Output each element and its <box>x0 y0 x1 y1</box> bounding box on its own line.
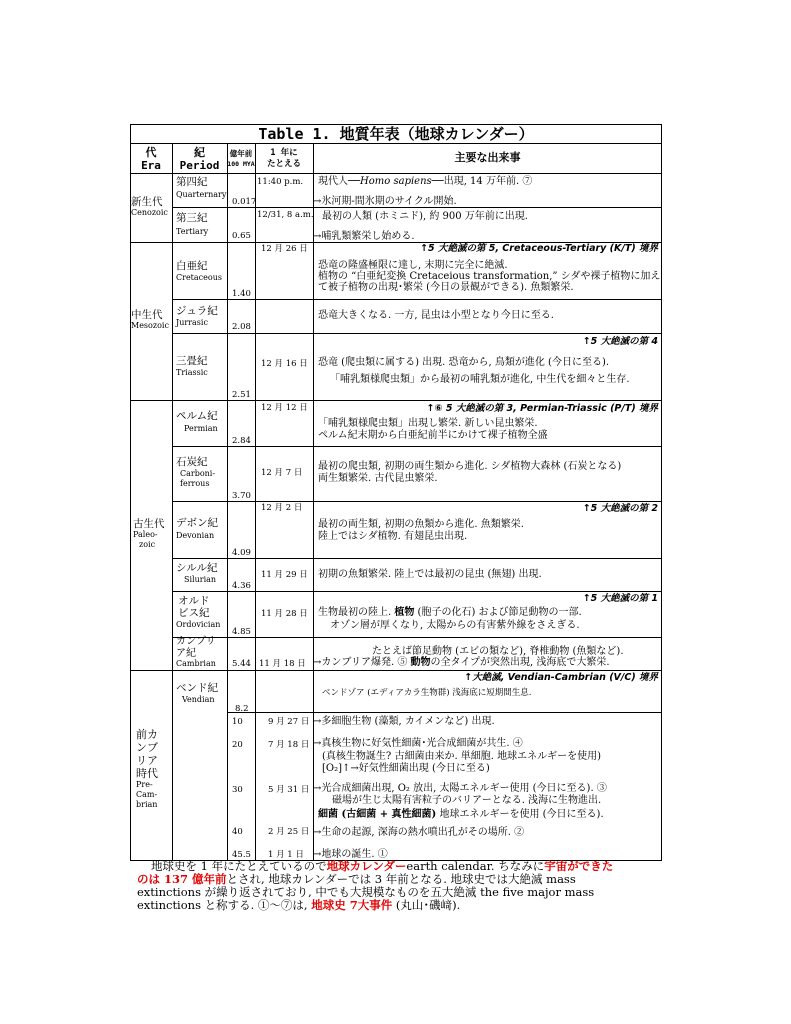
date-cambrian: 11 月 18 日 <box>259 659 306 669</box>
period-devonian: デボン紀 <box>176 517 218 529</box>
mya-vendian: 8.2 <box>235 704 249 714</box>
date-ordovician: 11 月 28 日 <box>261 609 308 619</box>
period-tertiary-en: Tertiary <box>176 227 209 236</box>
rule <box>130 400 662 401</box>
rule <box>130 143 662 144</box>
event-text: 「哺乳類様爬虫類」から最初の哺乳類が進化, 中生代を細々と生存. <box>330 374 630 385</box>
event-text: 最初の爬虫類, 初期の両生類から進化. シダ植物大森林 (石炭となる) <box>318 461 622 472</box>
mya-precambrian: 40 <box>232 827 243 837</box>
extinction-boundary: ↑5 大絶滅の第 5, Cretaceous-Tertiary (K/T) 境界 <box>420 243 658 254</box>
event-text: 細菌 (古細菌 + 真性細菌) 地球エネルギーを使用 (今日に至る). <box>318 809 604 820</box>
event-text: [O₂]↑→好気性細菌出現 (今日に至る) <box>322 763 490 774</box>
date-permian: 12 月 12 日 <box>261 403 308 413</box>
period-silurian-en: Silurian <box>184 575 217 584</box>
mya-cambrian: 5.44 <box>232 659 251 669</box>
rule <box>172 501 662 502</box>
mya-devonian: 4.09 <box>232 548 251 558</box>
event-text: →カンブリア爆発. ⑤ 動物の全タイプが突然出現, 浅海底で大繁栄. <box>313 657 610 668</box>
header-calendar: 1 年に たとえる <box>266 148 301 169</box>
mya-precambrian: 10 <box>232 717 243 727</box>
period-jurassic-en: Jurrasic <box>176 318 208 327</box>
event-text: て被子植物の出現･繁栄 (今日の景観ができる). 魚類繁栄. <box>318 282 574 293</box>
event-text: ベンドゾア (エディアカラ生物群) 浅海底に短期間生息. <box>322 688 532 698</box>
header-period: 紀 Period <box>179 146 220 172</box>
event-text: 恐竜 (爬虫類に属する) 出現. 恐竜から, 鳥類が進化 (今日に至る). <box>318 357 610 368</box>
header-era: 代 Era <box>141 146 161 172</box>
period-permian-en: Permian <box>184 424 218 433</box>
event-text: 「哺乳類様爬虫類」出現し繁栄. 新しい昆虫繁栄. <box>318 418 538 429</box>
era-mesozoic: 中生代 Mesozoic <box>131 309 169 330</box>
rule <box>227 712 662 713</box>
date-precambrian: 1 月 1 日 <box>268 850 304 860</box>
extinction-boundary: ↑5 大絶滅の第 4 <box>582 336 658 347</box>
period-cambrian: カンブリ ア紀 <box>176 636 216 659</box>
mya-precambrian: 45.5 <box>232 850 251 860</box>
event-text: →多細胞生物 (藻類, カイメンなど) 出現. <box>313 716 495 727</box>
event-text: 現代人──Homo sapiens──出現, 14 万年前. ⑦ <box>318 176 533 187</box>
date-precambrian: 9 月 27 日 <box>268 717 310 727</box>
event-text: オゾン層が厚くなり, 太陽からの有害紫外線をさえぎる. <box>330 620 580 631</box>
mya-precambrian: 30 <box>232 785 243 795</box>
mya-precambrian: 20 <box>232 740 243 750</box>
period-carboniferous: 石炭紀 <box>176 456 208 468</box>
mya-permian: 2.84 <box>232 436 251 446</box>
event-text: (真核生物誕生? 古細菌由来か. 単細胞. 地球エネルギーを使用) <box>322 751 602 762</box>
period-triassic-en: Triassic <box>176 368 208 377</box>
period-jurassic: ジュラ紀 <box>176 305 218 317</box>
header-events: 主要な出来事 <box>454 151 521 164</box>
rule <box>172 637 662 638</box>
period-ordovician-en: Ordovician <box>176 620 221 629</box>
period-ordovician: オルド ビス紀 <box>178 595 210 619</box>
period-cretaceous: 白亜紀 <box>176 260 208 272</box>
event-text: 恐竜の隆盛極限に達し, 末期に完全に絶滅. <box>318 260 508 271</box>
era-paleozoic: 古生代 Paleo- zoic <box>133 518 165 549</box>
header-mya: 億年前 100 MYA <box>227 149 255 168</box>
era-precambrian: 前カ ンブ リア 時代 Pre- Cam- brian <box>136 728 158 809</box>
period-cambrian-en: Cambrian <box>176 659 216 668</box>
date-carboniferous: 12 月 7 日 <box>261 468 303 478</box>
mya-quaternary: 0.017 <box>232 197 257 207</box>
era-cenozoic: 新生代 Cenozoic <box>131 196 168 217</box>
extinction-boundary: ↑⑥ 5 大絶滅の第 3, Permian-Triassic (P/T) 境界 <box>426 403 658 414</box>
period-quaternary: 第四紀 <box>176 176 208 188</box>
period-triassic: 三畳紀 <box>176 355 208 367</box>
event-text: →真核生物に好気性細菌･光合成細菌が共生. ④ <box>313 738 523 749</box>
event-text: 初期の魚類繁栄. 陸上では最初の昆虫 (無翅) 出現. <box>318 569 542 580</box>
period-cretaceous-en: Cretaceous <box>176 273 222 282</box>
event-text: 最初の人類 (ホミニド), 約 900 万年前に出現. <box>322 211 528 222</box>
event-text: 最初の両生類, 初期の魚類から進化. 魚類繁栄. <box>318 519 524 530</box>
date-devonian: 12 月 2 日 <box>261 503 303 513</box>
date-precambrian: 2 月 25 日 <box>268 827 310 837</box>
date-silurian: 11 月 29 日 <box>261 570 308 580</box>
event-text: 両生類繁栄. 古代昆虫繁栄. <box>318 473 438 484</box>
period-carboniferous-en: Carboni- ferrous <box>180 469 216 488</box>
event-text: 陸上ではシダ植物. 有翅昆虫出現. <box>318 531 468 542</box>
mya-triassic: 2.51 <box>232 390 251 400</box>
event-text: →地球の誕生. ① <box>313 849 388 860</box>
event-text: →氷河期-間氷期のサイクル開始. <box>313 196 457 207</box>
date-quaternary: 11:40 p.m. <box>257 177 304 187</box>
event-text: 生物最初の陸上. 植物 (胞子の化石) および節足動物の一部. <box>318 607 582 618</box>
extinction-boundary: ↑大絶滅, Vendian-Cambrian (V/C) 境界 <box>464 672 658 683</box>
rule <box>255 143 256 861</box>
rule <box>130 173 662 174</box>
extinction-boundary: ↑5 大絶滅の第 1 <box>582 593 658 604</box>
event-text: 磁場が生じ太陽有害粒子のバリアーとなる. 浅海に生物進出. <box>332 795 602 806</box>
date-triassic: 12 月 16 日 <box>261 359 308 369</box>
period-vendian: ベンド紀 <box>176 682 218 694</box>
event-text: →生命の起源, 深海の熱水噴出孔がその場所. ② <box>313 827 525 838</box>
rule <box>172 446 662 447</box>
event-text: 植物の “白亜紀変換 Cretaceious transformation,” シダや裸子植物に加え <box>318 271 661 282</box>
event-text: たとえば節足動物 (エビの類など), 脊椎動物 (魚類など). <box>372 646 624 657</box>
mya-ordovician: 4.85 <box>232 627 251 637</box>
event-text: 恐竜大きくなる. 一方, 昆虫は小型となり今日に至る. <box>318 310 554 321</box>
event-text: →哺乳類繁栄し始める. <box>313 231 415 242</box>
mya-tertiary: 0.65 <box>232 231 251 241</box>
rule <box>130 670 662 671</box>
rule <box>172 558 662 559</box>
rule <box>172 299 662 300</box>
period-vendian-en: Vendian <box>182 695 215 704</box>
mya-cretaceous: 1.40 <box>232 289 251 299</box>
period-silurian: シルル紀 <box>176 562 218 574</box>
date-tertiary: 12/31, 8 a.m. <box>257 210 314 220</box>
date-precambrian: 7 月 18 日 <box>268 740 310 750</box>
date-precambrian: 5 月 31 日 <box>268 785 310 795</box>
mya-silurian: 4.36 <box>232 581 251 591</box>
rule <box>313 143 314 861</box>
period-permian: ペルム紀 <box>176 410 218 422</box>
table-title: Table 1. 地質年表（地球カレンダー） <box>258 125 534 143</box>
rule <box>172 143 173 861</box>
extinction-boundary: ↑5 大絶滅の第 2 <box>582 503 658 514</box>
mya-jurassic: 2.08 <box>232 322 251 332</box>
date-cretaceous: 12 月 26 日 <box>261 244 308 254</box>
period-quaternary-en: Quarternary <box>176 190 227 199</box>
event-text: →光合成細菌出現, O₂ 放出, 太陽エネルギー使用 (今日に至る). ③ <box>313 783 607 794</box>
rule <box>227 143 228 861</box>
event-text: ペルム紀末期から白亜紀前半にかけて裸子植物全盛 <box>318 430 548 441</box>
period-tertiary: 第三紀 <box>176 212 208 224</box>
rule <box>172 333 662 334</box>
rule <box>172 591 662 592</box>
footnote: 地球史を 1 年にたとえているので地球カレンダーearth calendar. ちなみに宇宙ができた のは 137 億年前とされ, 地球カレンダーでは 3 年前となる. 地球史では大絶滅 mass extinctions が繰り返されており, 中でも大規模なものを五大絶滅 the five major mass extinctions と称する. ①～⑦は, 地球史 7大事件 (丸山･磯﨑). <box>137 859 614 912</box>
period-devonian-en: Devonian <box>176 531 215 540</box>
mya-carboniferous: 3.70 <box>232 491 251 501</box>
